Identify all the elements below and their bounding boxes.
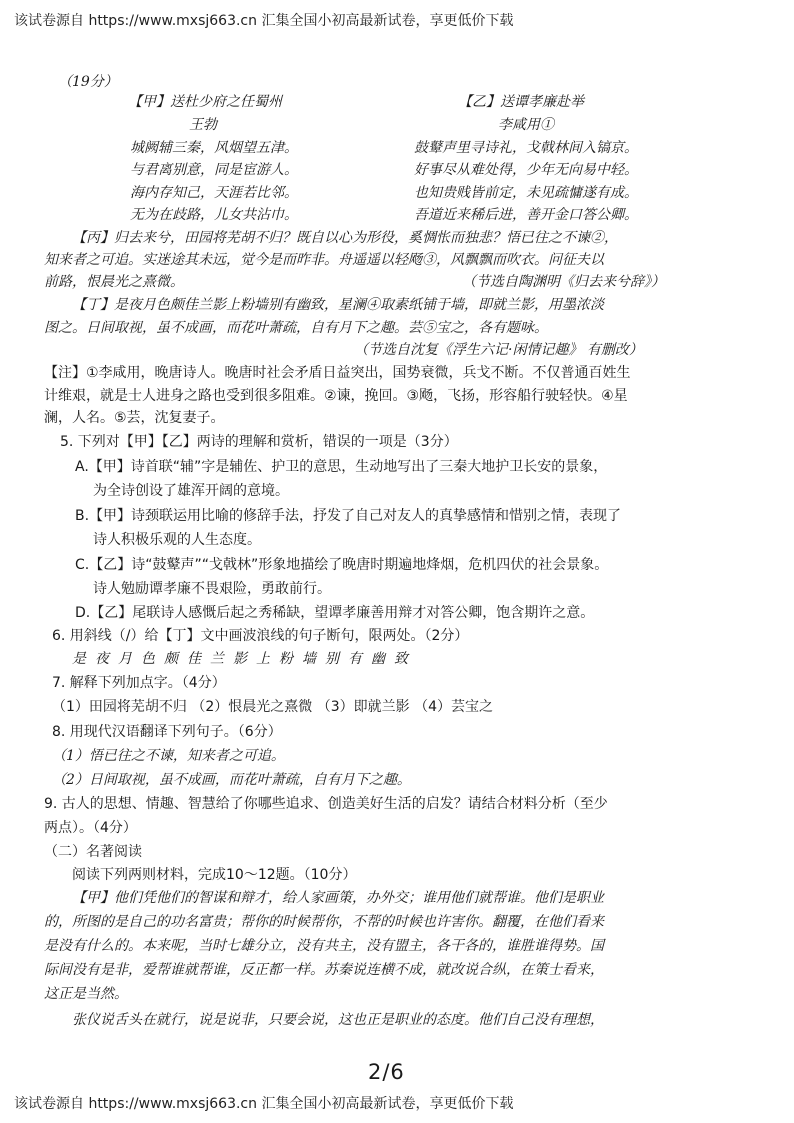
material-jia-line: 际间没有是非，爱帮谁就帮谁，反正都一样。苏秦说连横不成，就改说合纵，在策士看来， xyxy=(44,962,604,978)
poem-yi-line: 吾道近来稀后进，善开金口答公卿。 xyxy=(414,207,638,223)
poem-jia-line: 无为在歧路，儿女共沾巾。 xyxy=(130,207,298,223)
material-jia-cont: 张仪说舌头在就行，说是说非，只要会说，这也正是职业的态度。他们自己没有理想， xyxy=(72,1012,604,1028)
poem-yi-line: 好事尽从难处得，少年无向易中轻。 xyxy=(414,162,638,178)
passage-bing-source: （节选自陶渊明《归去来兮辞》） xyxy=(462,274,665,290)
question-5-option-a-cont: 为全诗创设了雄浑开阔的意境。 xyxy=(93,483,289,499)
material-jia-line: 这正是当然。 xyxy=(44,986,128,1002)
question-5-option-c-cont: 诗人勉励谭孝廉不畏艰险，勇敢前行。 xyxy=(93,581,331,597)
question-5-option-a: A.【甲】诗首联“辅”字是辅佐、护卫的意思，生动地写出了三秦大地护卫长安的景象， xyxy=(75,459,608,475)
section-score: （19分） xyxy=(58,74,118,90)
question-6-sentence: 是夜月色颇佳兰影上粉墙别有幽致 xyxy=(72,651,417,667)
notes-line: 计维艰，就是士人进身之路也受到很多阻难。②谏，挽回。③飏，飞扬，形容船行驶轻快。④星 xyxy=(44,388,628,404)
question-9-line: 两点）。（4分） xyxy=(44,820,137,836)
material-jia-line: 【甲】他们凭他们的智谋和辩才，给人家画策，办外交；谁用他们就帮谁。他们是职业 xyxy=(72,890,604,906)
poem-yi-line: 鼓鼙声里寻诗礼，戈戟林间入镐京。 xyxy=(414,140,638,156)
notes-line: 澜，人名。⑤芸，沈复妻子。 xyxy=(44,410,225,426)
poem-jia-line: 海内存知己，天涯若比邻。 xyxy=(130,185,298,201)
page-footer: 该试卷源自 https://www.mxsj663.cn 汇集全国小初高最新试卷，享更低价下载 xyxy=(14,1096,514,1112)
question-9-line: 9. 古人的思想、情趣、智慧给了你哪些追求、创造美好生活的启发？请结合材料分析（至少 xyxy=(44,796,608,812)
passage-ding-line: 图之。日间取视，虽不成画，而花叶萧疏，自有月下之趣。芸⑤宝之，各有题咏。 xyxy=(44,320,548,336)
question-8-item-2: （2）日间取视，虽不成画，而花叶萧疏，自有月下之趣。 xyxy=(52,772,411,788)
passage-bing-line: 前路，恨晨光之熹微。 xyxy=(44,274,184,290)
material-jia-line: 是没有什么的。本来呢，当时七雄分立，没有共主，没有盟主，各干各的，谁胜谁得势。国 xyxy=(44,938,604,954)
passage-bing-line: 知来者之可追。实迷途其未远，觉今是而昨非。舟遥遥以轻飏③，风飘飘而吹衣。问征夫以 xyxy=(44,252,604,268)
section-2-intro: 阅读下列两则材料，完成10～12题。（10分） xyxy=(72,867,357,883)
material-jia-line: 的，所图的是自己的功名富贵；帮你的时候帮你，不帮的时候也许害你。翻覆，在他们看来 xyxy=(44,914,604,930)
question-8-stem: 8. 用现代汉语翻译下列句子。（6分） xyxy=(52,724,282,740)
question-7-items: （1）田园将芜胡不归 （2）恨晨光之熹微 （3）即就兰影 （4）芸宝之 xyxy=(52,699,493,715)
question-5-option-d: D.【乙】尾联诗人感慨后起之秀稀缺，望谭孝廉善用辩才对答公卿，饱含期许之意。 xyxy=(75,605,595,621)
page-header: 该试卷源自 https://www.mxsj663.cn 汇集全国小初高最新试卷，享更低价下载 xyxy=(14,13,514,29)
poem-jia-line: 城阙辅三秦，风烟望五津。 xyxy=(130,140,298,156)
poem-jia-author: 王勃 xyxy=(189,117,217,133)
question-5-option-b-cont: 诗人积极乐观的人生态度。 xyxy=(93,532,261,548)
poem-jia-line: 与君离别意，同是宦游人。 xyxy=(130,162,298,178)
section-2-heading: （二）名著阅读 xyxy=(44,844,142,860)
passage-ding-line: 【丁】是夜月色颇佳兰影上粉墙别有幽致，星澜④取素纸铺于墙，即就兰影，用墨浓淡 xyxy=(72,297,604,313)
question-5-option-b: B.【甲】诗颈联运用比喻的修辞手法，抒发了自己对友人的真挚感情和惜别之情，表现了 xyxy=(75,508,622,524)
passage-ding-source: （节选自沈复《浮生六记·闲情记趣》 有删改） xyxy=(354,342,643,358)
poem-yi-title: 【乙】送谭孝廉赴举 xyxy=(458,94,584,110)
notes-line: 【注】①李咸用，晚唐诗人。晚唐时社会矛盾日益突出，国势衰微，兵戈不断。不仅普通百姓生 xyxy=(44,365,631,381)
page-number: 2/6 xyxy=(368,1060,405,1084)
question-6-stem: 6. 用斜线（/）给【丁】文中画波浪线的句子断句，限两处。（2分） xyxy=(52,628,469,644)
poem-jia-title: 【甲】送杜少府之任蜀州 xyxy=(128,94,282,110)
poem-yi-line: 也知贵贱皆前定，未见疏慵遂有成。 xyxy=(414,185,638,201)
question-5-stem: 5. 下列对【甲】【乙】两诗的理解和赏析，错误的一项是（3分） xyxy=(60,434,458,450)
question-8-item-1: （1）悟已往之不谏，知来者之可追。 xyxy=(52,748,285,764)
poem-yi-author: 李咸用① xyxy=(498,117,554,133)
passage-bing-line: 【丙】归去来兮，田园将芜胡不归？既自以心为形役，奚惆怅而独悲？悟已往之不谏②， xyxy=(72,230,618,246)
question-7-stem: 7. 解释下列加点字。（4分） xyxy=(52,675,226,691)
question-5-option-c: C.【乙】诗“鼓鼙声”“戈戟林”形象地描绘了晚唐时期遍地烽烟，危机四伏的社会景象。 xyxy=(75,557,609,573)
